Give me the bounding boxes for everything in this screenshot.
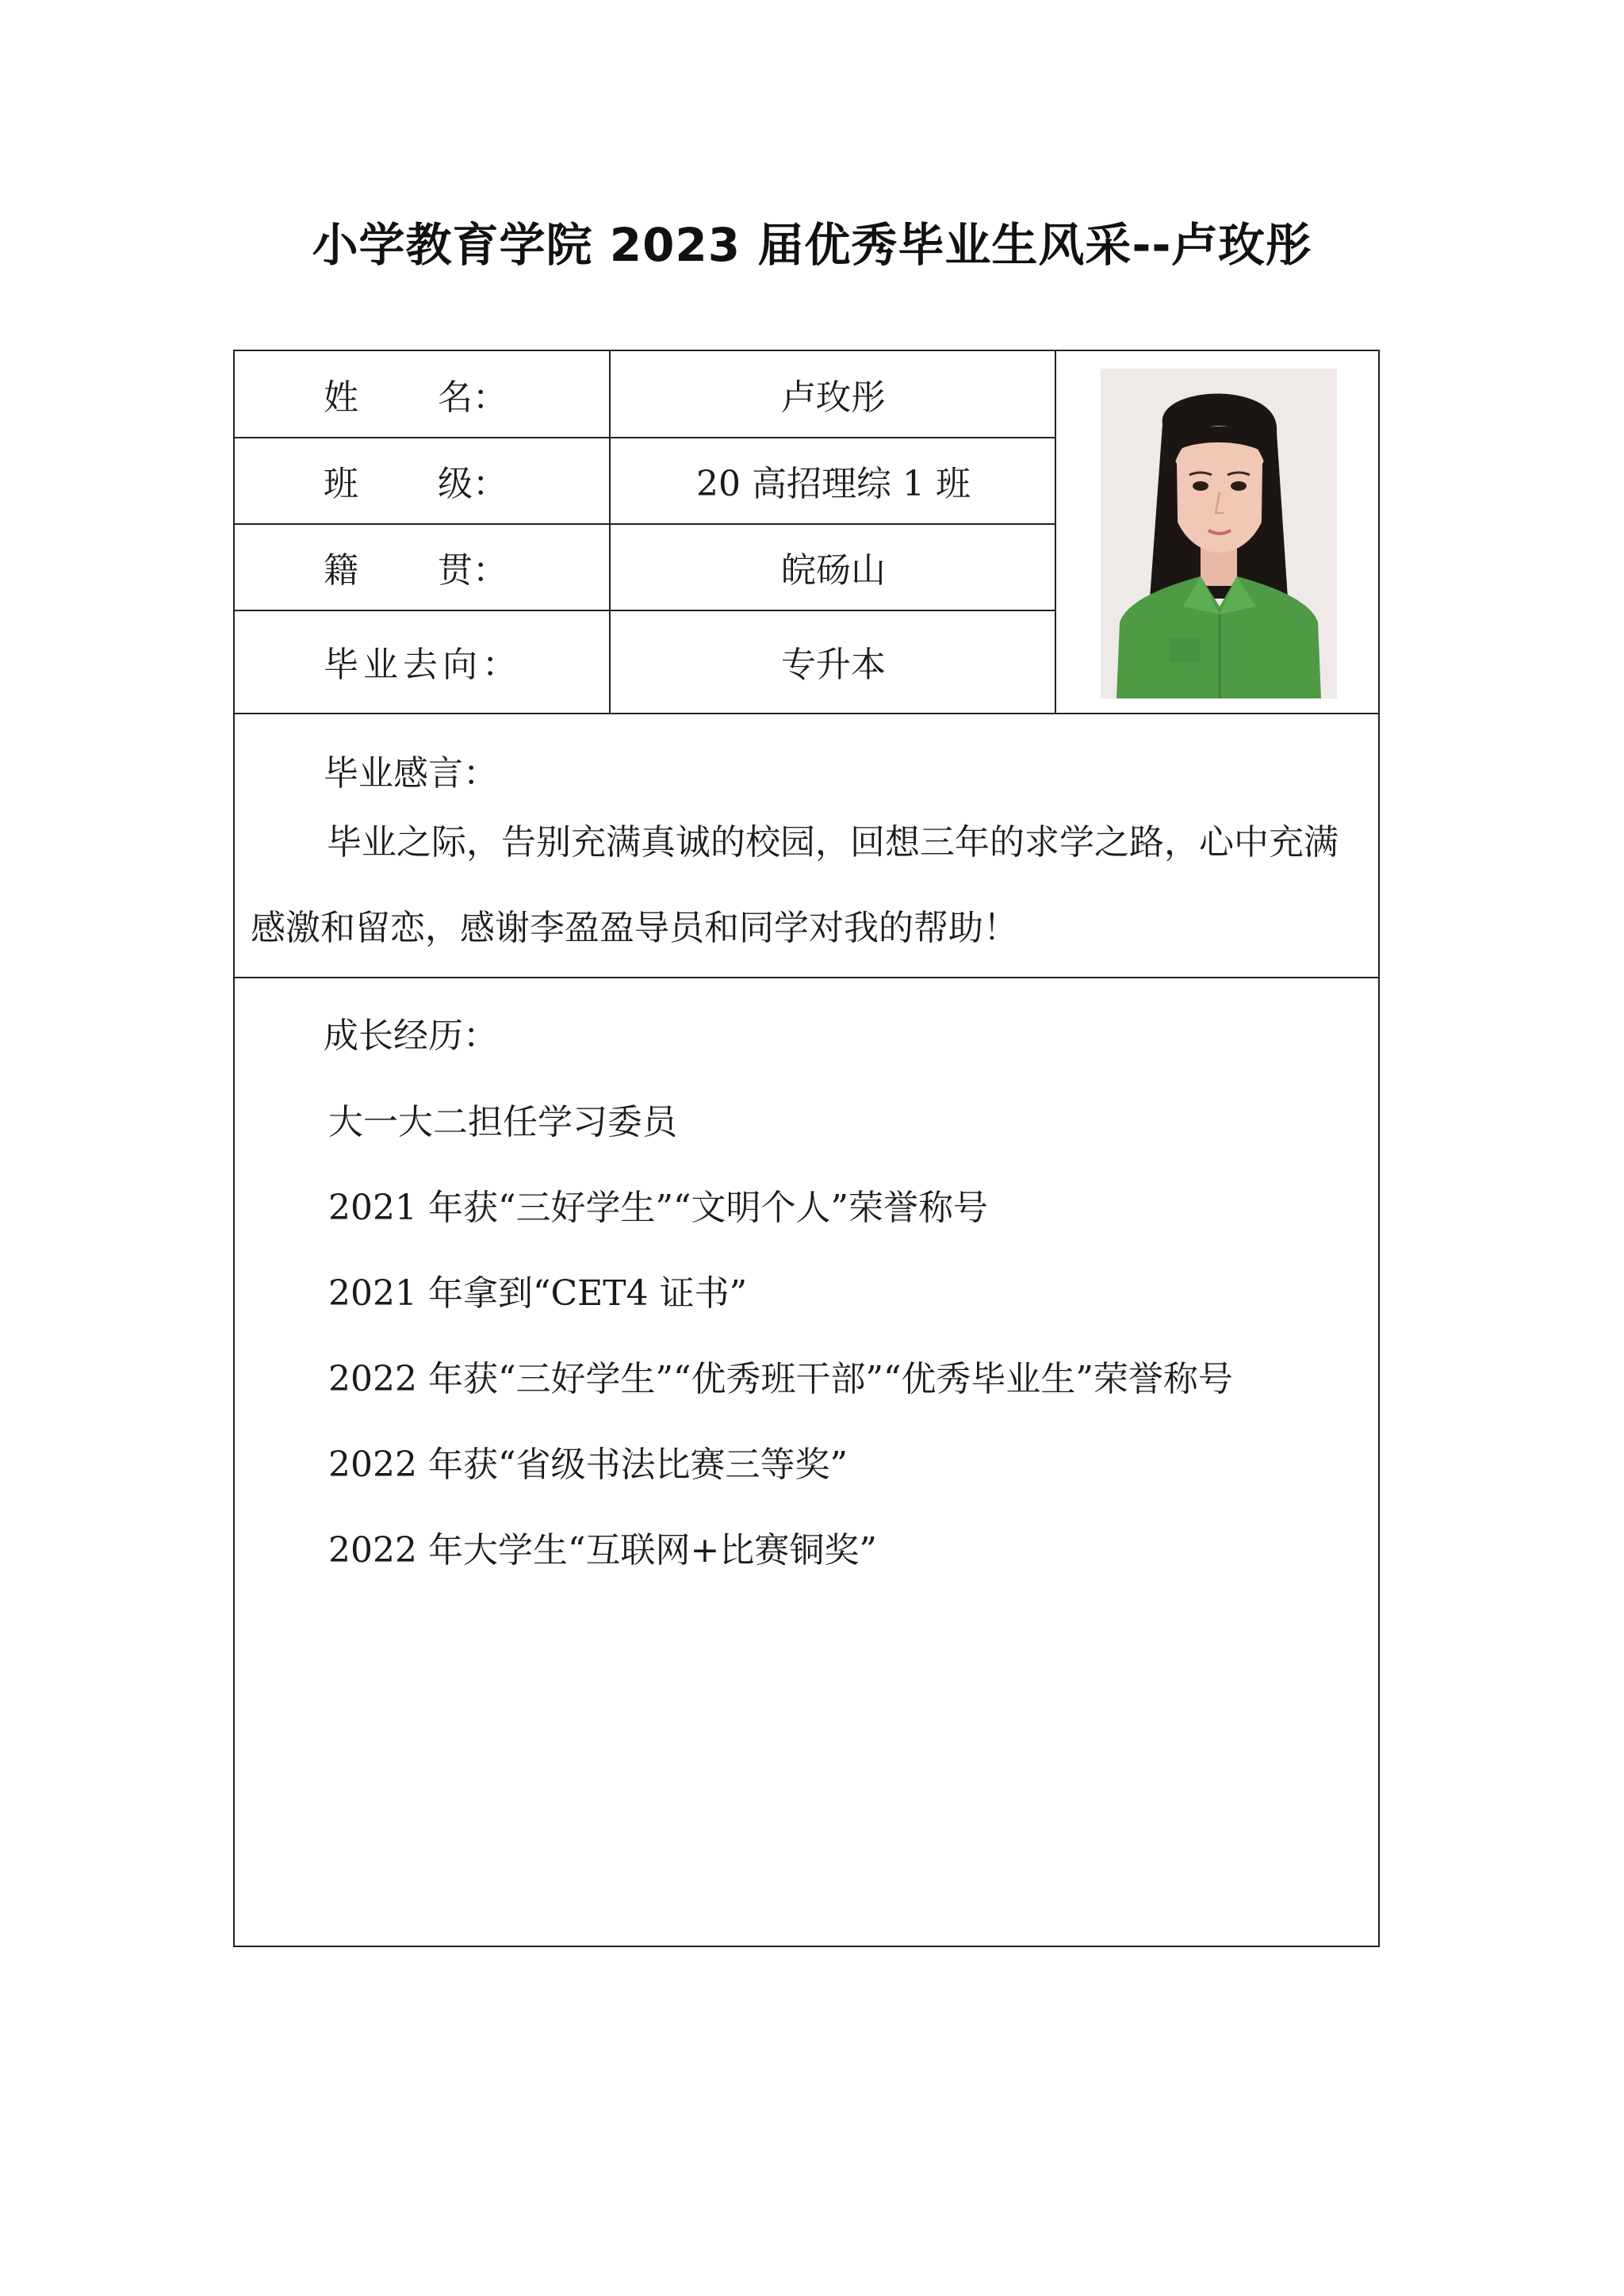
class-label-cell (235, 437, 611, 523)
list-item: 大一大二担任学习委员 (328, 1102, 677, 1142)
list-item: 2021 年拿到“CET4 证书” (328, 1273, 748, 1314)
hometown-value: 皖砀山 (781, 549, 886, 591)
remarks-text: 毕业之际，告别充满真诚的校园，回想三年的求学之路，心中充满感激和留恋，感谢李盈盈导员和同学对我的帮助！ (251, 822, 1339, 948)
destination-label-cell (235, 610, 611, 713)
student-profile-table (233, 350, 1380, 1947)
list-item: 2022 年获“省级书法比赛三等奖” (328, 1445, 848, 1485)
name-label-char: 名： (438, 377, 508, 418)
class-label-char: 班 (324, 463, 358, 504)
hometown-label (324, 541, 508, 592)
student-photo (1101, 369, 1337, 698)
section-divider (235, 977, 1378, 978)
list-item: 2022 年大学生“互联网+比赛铜奖” (328, 1530, 877, 1571)
growth-heading: 成长经历： (324, 1016, 498, 1056)
portrait-illustration (1101, 369, 1337, 698)
class-value: 20 高招理综 1 班 (696, 463, 971, 504)
name-label (324, 369, 508, 419)
name-label-char: 姓 (324, 377, 358, 418)
hometown-label-char: 籍 (324, 549, 358, 591)
class-label (324, 455, 508, 506)
remarks-heading: 毕业感言： (324, 753, 498, 794)
hometown-label-cell (235, 523, 611, 610)
destination-label: 毕业去向： (324, 645, 522, 685)
list-item: 2022 年获“三好学生”“优秀班干部”“优秀毕业生”荣誉称号 (328, 1359, 1233, 1399)
class-label-char: 级： (438, 463, 508, 504)
destination-value: 专升本 (781, 645, 886, 685)
page-title: 小学教育学院 2023 届优秀毕业生风采--卢玫彤 (312, 218, 1312, 272)
list-item: 2021 年获“三好学生”“文明个人”荣誉称号 (328, 1188, 988, 1228)
section-divider (235, 713, 1378, 714)
hometown-label-char: 贯： (438, 549, 508, 591)
name-label-cell (235, 351, 611, 437)
name-value: 卢玫彤 (781, 377, 886, 418)
